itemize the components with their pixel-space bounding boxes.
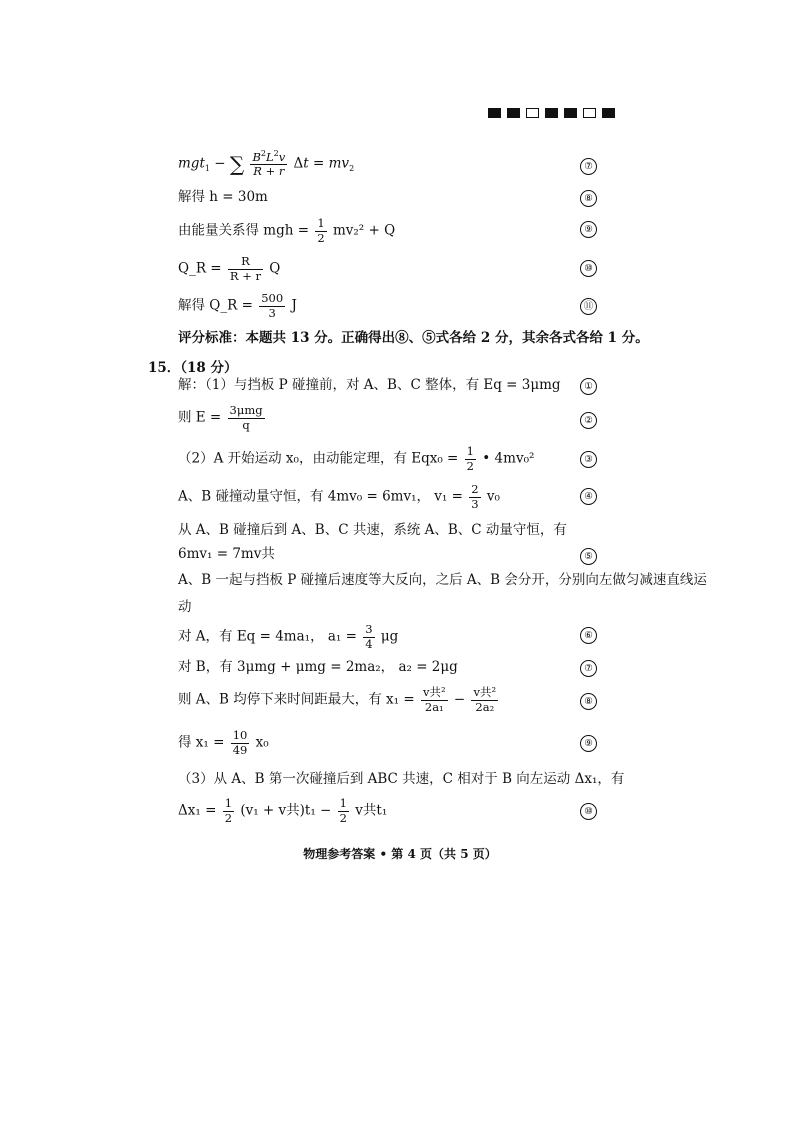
equation-text: μg — [380, 628, 399, 645]
fraction-numerator: 3μmg — [229, 403, 263, 417]
solution-line-5: 从 A、B 碰撞后到 A、B、C 共速，系统 A、B、C 动量守恒，有 — [178, 522, 567, 538]
solution-line-13: （3）从 A、B 第一次碰撞后到 ABC 共速，C 相对于 B 向左运动 Δx₁，有 — [178, 771, 625, 787]
equation-8a: 解得 h = 30m — [178, 189, 268, 205]
solution-line-1: 解：（1）与挡板 P 碰撞前，对 A、B、C 整体，有 Eq = 3μmg — [178, 377, 561, 393]
equation-text: 对 A，有 Eq = 4ma₁， a₁ = — [178, 628, 357, 645]
fraction-numerator: 3 — [365, 622, 373, 636]
equation-number: ④ — [580, 488, 597, 505]
solution-line-8: 动 — [178, 599, 192, 615]
fraction-denominator: 49 — [232, 742, 248, 757]
equation-number: ⑨ — [580, 735, 597, 752]
fraction-denominator: 3 — [471, 496, 479, 511]
header-marks — [488, 108, 615, 118]
equation-number: ⑦ — [580, 158, 597, 175]
solution-line-12 — [178, 730, 618, 756]
fraction-denominator: q — [242, 417, 250, 432]
equation-text: 则 A、B 均停下来时间距最大，有 x₁ = — [178, 691, 415, 708]
equation-text: Q — [269, 260, 281, 277]
equation-7a: mgt$_1$ − ∑ $\frac{B^2L^2v}{R + r}$ $\Delta t = mv_2$ — [178, 149, 355, 179]
fraction-denominator: 2 — [466, 458, 474, 473]
scoring-note: 评分标准：本题共 13 分。正确得出⑧、⑤式各给 2 分，其余各式各给 1 分。 — [178, 330, 649, 346]
fraction-numerator: v共² — [422, 685, 446, 699]
fraction-denominator: R + r — [229, 268, 261, 283]
header-mark — [526, 108, 539, 118]
equation-text: 解得 Q_R = — [178, 297, 253, 314]
equation-text: • 4mv₀² — [482, 450, 535, 467]
fraction-numerator: 1 — [317, 216, 325, 230]
solution-line-2 — [178, 405, 618, 431]
equation-text: Δx₁ = — [178, 802, 217, 819]
equation-9a — [178, 218, 618, 244]
equation-number: ⑨ — [580, 221, 597, 238]
equation-text: x₀ — [255, 734, 269, 751]
equation-number: ⑪ — [580, 298, 597, 315]
fraction-denominator: 2a₂ — [475, 699, 495, 714]
header-mark — [507, 108, 520, 118]
equation-text: （2）A 开始运动 x₀，由动能定理，有 Eqx₀ = — [178, 450, 459, 467]
equation-text: Q_R = — [178, 260, 222, 277]
equation-text: mv₂² + Q — [332, 222, 396, 239]
fraction-denominator: 2 — [224, 810, 233, 825]
equation-text: J — [291, 297, 297, 314]
equation-number: ① — [580, 378, 597, 395]
equation-text: v₀ — [486, 488, 500, 505]
equation-text: 得 x₁ = — [178, 734, 225, 751]
solution-line-4 — [178, 484, 618, 510]
solution-line-6: 6mv₁ = 7mv共 — [178, 546, 275, 562]
fraction-denominator: 2a₁ — [424, 699, 444, 714]
fraction-numerator: 1 — [339, 796, 347, 810]
equation-number: ⑥ — [580, 627, 597, 644]
solution-line-11 — [178, 687, 618, 713]
header-mark — [488, 108, 501, 118]
equation-text: v共t₁ — [355, 802, 388, 819]
equation-11a — [178, 293, 618, 319]
solution-line-9 — [178, 624, 618, 650]
header-mark — [545, 108, 558, 118]
equation-text: A、B 碰撞动量守恒，有 4mv₀ = 6mv₁， v₁ = — [178, 488, 463, 505]
fraction-numerator: 1 — [224, 796, 233, 810]
fraction-denominator: 4 — [365, 636, 373, 651]
equation-number: ⑤ — [580, 548, 597, 565]
solution-line-3 — [178, 446, 618, 472]
equation-text: 由能量关系得 mgh = — [178, 222, 310, 239]
fraction-denominator: 2 — [339, 810, 347, 825]
equation-number: ③ — [580, 451, 597, 468]
header-mark — [564, 108, 577, 118]
equation-number: ⑩ — [580, 260, 597, 277]
solution-line-14 — [178, 798, 618, 824]
equation-number: ⑧ — [580, 693, 597, 710]
page-footer: 物理参考答案 • 第 4 页（共 5 页） — [303, 847, 497, 861]
equation-number: ⑧ — [580, 190, 597, 207]
equation-text: − — [453, 691, 466, 708]
fraction-numerator: 10 — [232, 728, 248, 742]
equation-number: ⑦ — [580, 660, 597, 677]
equation-text: 则 E = — [178, 409, 222, 426]
equation-number: ② — [580, 412, 597, 429]
solution-line-10: 对 B，有 3μmg + μmg = 2ma₂， a₂ = 2μg — [178, 659, 458, 675]
question-15-title: 15．（18 分） — [148, 360, 238, 376]
fraction-numerator: 1 — [466, 444, 474, 458]
fraction-numerator: 500 — [261, 291, 284, 305]
fraction-denominator: 2 — [317, 230, 325, 245]
equation-text: (v₁ + v共)t₁ − — [240, 802, 332, 819]
header-mark — [602, 108, 615, 118]
header-mark — [583, 108, 596, 118]
equation-number: ⑩ — [580, 803, 597, 820]
fraction-numerator: R — [228, 256, 263, 270]
solution-line-7: A、B 一起与挡板 P 碰撞后速度等大反向，之后 A、B 会分开，分别向左做匀减速直线运 — [178, 572, 707, 588]
equation-10a — [178, 256, 618, 282]
fraction-numerator: 2 — [471, 482, 479, 496]
fraction-denominator: 3 — [268, 305, 276, 320]
fraction-numerator: v共² — [473, 685, 497, 699]
